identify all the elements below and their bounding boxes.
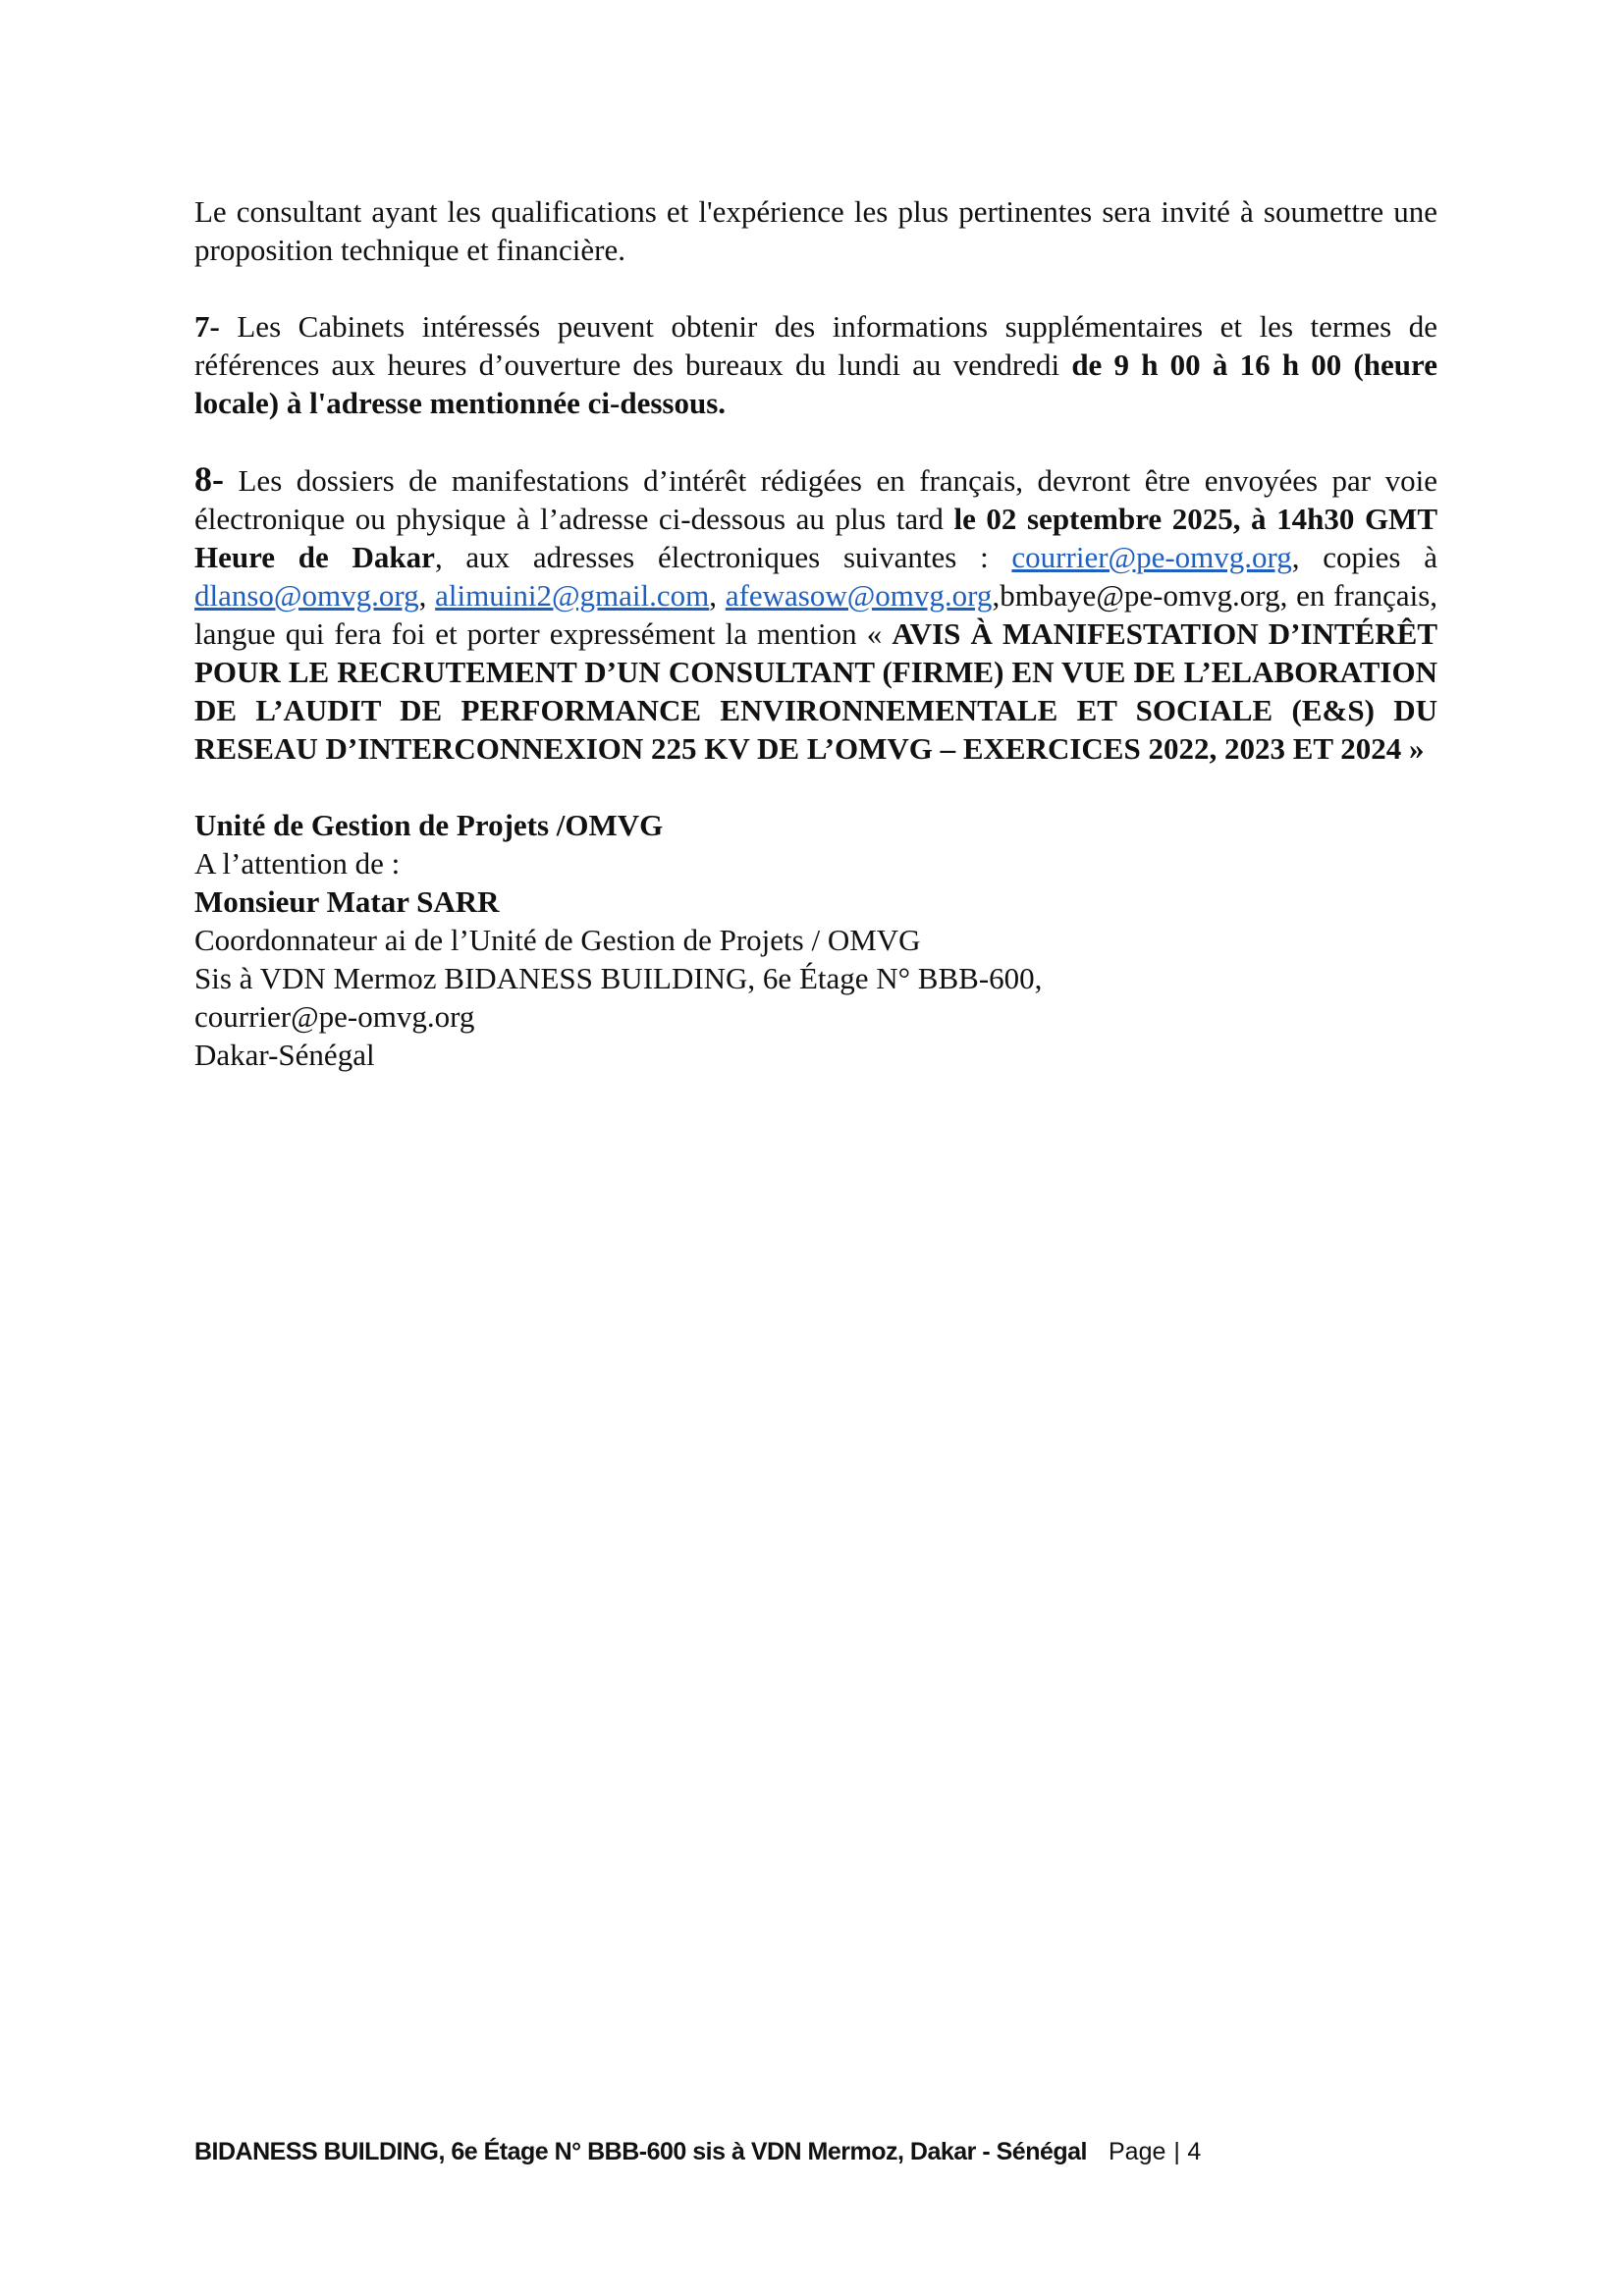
paragraph-8-text-3: , copies à [1291, 540, 1437, 574]
email-link-courrier[interactable]: courrier@pe-omvg.org [1011, 540, 1292, 574]
address-role: Coordonnateur ai de l’Unité de Gestion de Projets / OMVG [194, 923, 921, 957]
paragraph-7 [194, 307, 1437, 422]
paragraph-8 [194, 460, 1437, 768]
paragraph-8-deadline: le 02 septembre 2025, à 14h30 GMT Heure de Dakar [194, 502, 1437, 574]
intro-text: Le consultant ayant les qualifications et l'expérience les plus pertinentes sera invité à soumettre une proposition technique et financière. [194, 194, 1437, 267]
paragraph-7-hours: de 9 h 00 à 16 h 00 (heure locale) à l'adresse mentionnée ci-dessous. [194, 347, 1437, 420]
address-city: Dakar-Sénégal [194, 1038, 375, 1072]
paragraph-7-number: 7- [194, 309, 220, 344]
address-unit: Unité de Gestion de Projets /OMVG [194, 808, 664, 842]
address-name: Monsieur Matar SARR [194, 884, 500, 919]
address-attention: A l’attention de : [194, 846, 401, 881]
footer-address: BIDANESS BUILDING, 6e Étage N° BBB-600 sis à VDN Mermoz, Dakar - Sénégal [194, 2138, 1087, 2165]
address-email: courrier@pe-omvg.org [194, 999, 475, 1034]
address-block [194, 806, 1437, 1074]
paragraph-8-text-1: Les dossiers de manifestations d’intérêt rédigées en français, devront être envoyées par voie électronique ou physique à l’adresse ci-dessous au plus tard [194, 463, 1437, 536]
paragraph-8-text-2: , aux adresses électroniques suivantes : [434, 540, 1012, 574]
comma-separator: , [418, 578, 436, 613]
paragraph-8-mention: AVIS À MANIFESTATION D’INTÉRÊT POUR LE RECRUTEMENT D’UN CONSULTANT (FIRME) EN VUE DE L’ELABORATION DE L’AUDIT DE PERFORMANCE ENVIRONNEMENTALE ET SOCIALE (E&S) DU RESEAU D’INTERCONNEXION 225 KV DE L’OMVG – EXERCICES 2022, 2023 ET 2024 » [194, 616, 1437, 766]
email-link-dlanso[interactable]: dlanso@omvg.org [194, 578, 419, 613]
email-link-alimuini[interactable]: alimuini2@gmail.com [435, 578, 710, 613]
email-link-afewasow[interactable]: afewasow@omvg.org [725, 578, 993, 613]
paragraph-7-text: Les Cabinets intéressés peuvent obtenir des informations supplémentaires et les termes de références aux heures d’ouverture des bureaux du lundi au vendredi [194, 309, 1437, 382]
paragraph-8-number: 8- [194, 459, 224, 499]
page-footer [194, 2138, 1201, 2166]
footer-separator: | [1173, 2138, 1180, 2165]
address-location: Sis à VDN Mermoz BIDANESS BUILDING, 6e Étage N° BBB-600, [194, 961, 1043, 995]
footer-page-number: 4 [1187, 2138, 1201, 2165]
intro-paragraph [194, 192, 1437, 269]
paragraph-8-text-4: ,bmbaye@pe-omvg.org, en français, langue qui fera foi et porter expressément la mention « [194, 578, 1438, 651]
footer-page-label: Page [1108, 2138, 1166, 2165]
document-body [194, 192, 1437, 1074]
comma-separator: , [709, 578, 726, 613]
